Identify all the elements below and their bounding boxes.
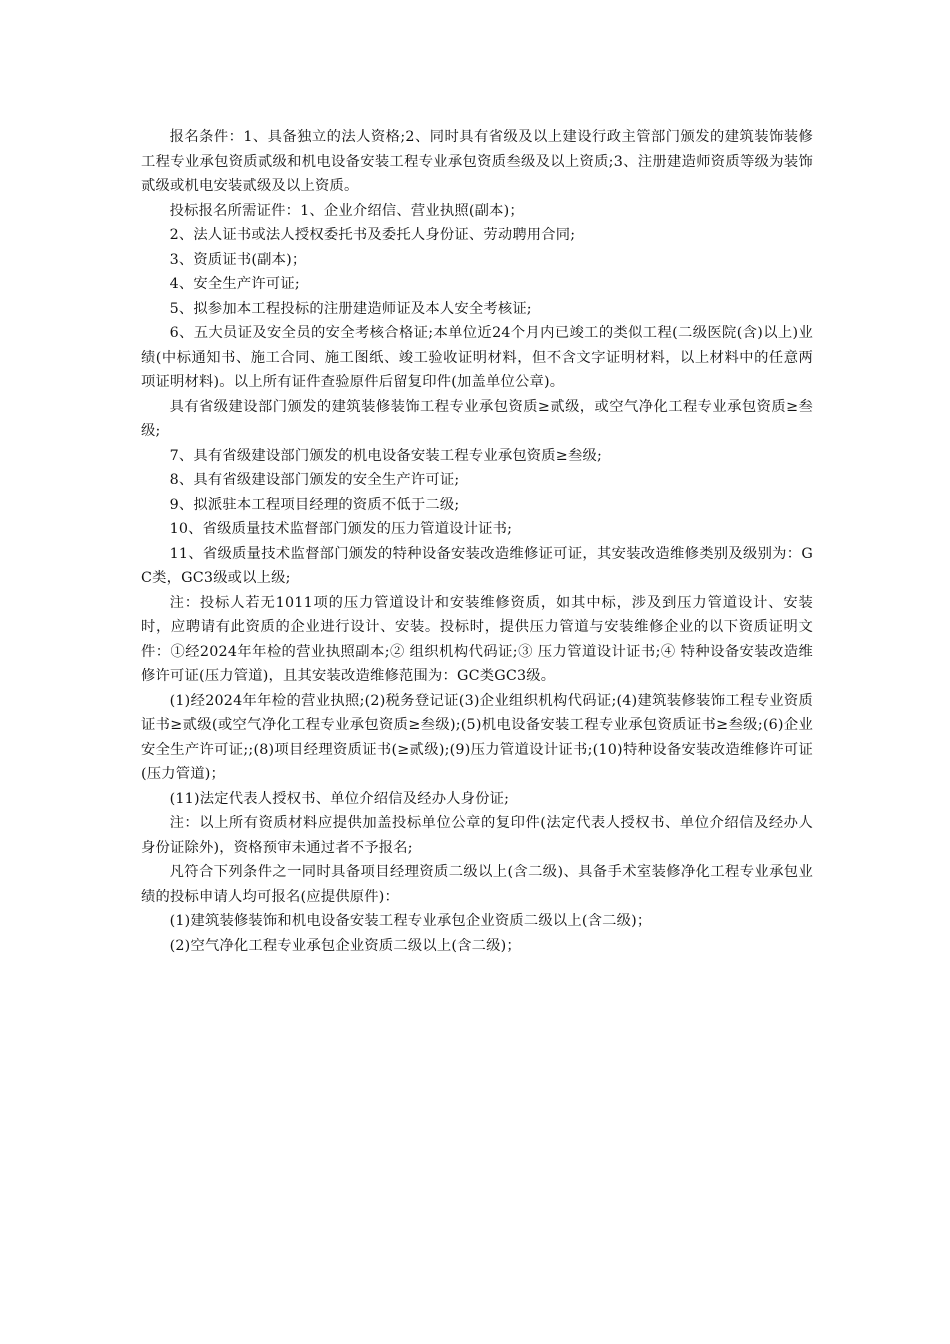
paragraph-item-6: 6、五大员证及安全员的安全考核合格证;本单位近24个月内已竣工的类似工程(二级医院(含)以上)业绩(中标通知书、施工合同、施工图纸、竣工验收证明材料，但不含文字证明材料，以上材料中的任意两项证明材料)。以上所有证件查验原件后留复印件(加盖单位公章)。 bbox=[141, 325, 813, 390]
paragraph-eligibility-1: (1)建筑装修装饰和机电设备安装工程专业承包企业资质二级以上(含二级)； bbox=[169, 913, 652, 929]
paragraph-item-8: 8、具有省级建设部门颁发的安全生产许可证; bbox=[169, 472, 460, 488]
paragraph-document-list: (1)经2024年年检的营业执照;(2)税务登记证(3)企业组织机构代码证;(4)建筑装修装饰工程专业资质证书≥贰级(或空气净化工程专业承包资质≥叁级);(5)机电设备安装工程专业承包资质证书≥叁级;(6)企业安全生产许可证;;(8)项目经理资质证书(≥贰级);(9)压力管道设计证书;(10)特种设备安装改造维修许可证(压力管道)； bbox=[141, 692, 813, 782]
paragraph-registration-conditions: 报名条件：1、具备独立的法人资格;2、同时具有省级及以上建设行政主管部门颁发的建筑装饰装修工程专业承包资质贰级和机电设备安装工程专业承包资质叁级及以上资质;3、注册建造师资质等级为装饰贰级或机电安装贰级及以上资质。 bbox=[141, 129, 813, 194]
paragraph-item-9: 9、拟派驻本工程项目经理的资质不低于二级; bbox=[169, 496, 460, 513]
paragraph-required-documents: 投标报名所需证件：1、企业介绍信、营业执照(副本)； bbox=[169, 202, 524, 219]
paragraph-item-11: 11、省级质量技术监督部门颁发的特种设备安装改造维修证可证，其安装改造维修类别及级别为：GC类，GC3级或以上级; bbox=[141, 545, 813, 586]
paragraph-item-2: 2、法人证书或法人授权委托书及委托人身份证、劳动聘用合同; bbox=[169, 227, 576, 243]
paragraph-eligibility: 凡符合下列条件之一同时具备项目经理资质二级以上(含二级)、具备手术室装修净化工程专业承包业绩的投标申请人均可报名(应提供原件)： bbox=[141, 864, 813, 905]
paragraph-note-copies: 注：以上所有资质材料应提供加盖投标单位公章的复印件(法定代表人授权书、单位介绍信及经办人身份证除外)，资格预审未通过者不予报名; bbox=[141, 815, 813, 856]
paragraph-item-7: 7、具有省级建设部门颁发的机电设备安装工程专业承包资质≥叁级; bbox=[169, 447, 602, 464]
document-body bbox=[141, 125, 813, 958]
paragraph-item-3: 3、资质证书(副本)； bbox=[169, 251, 307, 268]
paragraph-item-5: 5、拟参加本工程投标的注册建造师证及本人安全考核证; bbox=[169, 300, 532, 317]
paragraph-item-4: 4、安全生产许可证; bbox=[169, 276, 300, 292]
paragraph-note-pressure-pipe: 注：投标人若无1011项的压力管道设计和安装维修资质，如其中标，涉及到压力管道设计、安装时，应聘请有此资质的企业进行设计、安装。投标时，提供压力管道与安装维修企业的以下资质证明文件：①经2024年年检的营业执照副本;② 组织机构代码证;③ 压力管道设计证书;④ 特种设备安装改造维修许可证(压力管道)，且其安装改造维修范围为：GC类GC3级。 bbox=[141, 594, 813, 684]
paragraph-item-10: 10、省级质量技术监督部门颁发的压力管道设计证书; bbox=[169, 521, 513, 537]
paragraph-eligibility-2: (2)空气净化工程专业承包企业资质二级以上(含二级)； bbox=[169, 937, 521, 954]
paragraph-qualification-level: 具有省级建设部门颁发的建筑装修装饰工程专业承包资质≥贰级，或空气净化工程专业承包资质≥叁级; bbox=[141, 398, 813, 439]
paragraph-item-11-authorization: (11)法定代表人授权书、单位介绍信及经办人身份证; bbox=[169, 790, 510, 807]
